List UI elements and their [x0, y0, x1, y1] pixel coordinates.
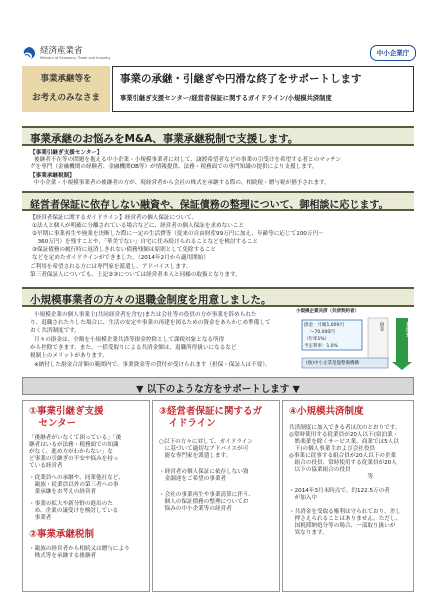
diagram-title: 小規模企業共済（共済契約者）	[296, 309, 359, 314]
section-banner-guarantee	[22, 191, 414, 211]
column-line: 個人の保証債務の整理についてお	[159, 499, 249, 505]
column-line: 異なります。	[289, 530, 328, 536]
section-text: 後継者不在等の問題を抱える中小企業・小規模事業者に対して、譲渡希望者などの事業の引受けを希望する者とのマッチン	[34, 157, 342, 163]
guideline-line: などを定めたガイドラインができました。（2014年2月から適用開始）	[32, 255, 209, 261]
diagram-side-label: 掛金	[379, 322, 384, 331]
column-line: がなく、進め方がわからない」な	[29, 449, 113, 455]
column-line: ・共済金を受取る権利は守られており、差し	[289, 509, 401, 515]
support-column-succession	[22, 400, 150, 592]
column-line: 能な専門家を派遣します。	[159, 453, 232, 459]
support-column-mutual-aid	[282, 400, 414, 592]
column-line: が加入中	[289, 495, 317, 501]
guideline-line: 第三者保証人についても、上記②③については経営者本人と同様の取扱となります。	[30, 272, 241, 278]
column-line: 悩みの中小企業等の経営者	[159, 506, 232, 512]
section-label-center: 【事業引継ぎ支援センター】	[30, 150, 103, 156]
audience-tag-line1: 事業承継等を	[40, 74, 92, 84]
mutual-aid-line: り、退職されたりした場合に、生活の安定や事業の再建を図るための資金をあらかじめ準備して	[30, 320, 271, 326]
column-line: 娯楽業を除くサービス業、商業では5人以	[289, 439, 399, 445]
section-banner-title: 経営者保証に依存しない融資や、保証債務の整理について、御相談に応じます。	[30, 200, 389, 211]
section-label-guideline: 【経営者保証に関するガイドライン】経営者の個人保証について、	[30, 215, 198, 221]
column-line: 金調達をご希望の事業者	[159, 476, 227, 482]
column-line: ・事業の拡大や新分野の進出のた	[29, 501, 113, 507]
ministry-emblem-icon	[22, 46, 36, 60]
column-line: 共済制度に加入できる者は次のとおりです。	[289, 425, 401, 431]
diagram-row: 掛金：月額1,000円	[304, 323, 344, 328]
column-line: ・親族の経営者から相続又は贈与により	[29, 546, 130, 552]
column-title: センター	[29, 418, 77, 429]
guideline-line: 360万円）を残すことや、「華美でない」自宅に住み続けられることなどを検討すること	[32, 239, 258, 245]
audience-tag-line2: お考えのみなさま	[31, 93, 100, 103]
support-banner	[22, 377, 414, 395]
column-title: ④小規模共済制度	[289, 406, 364, 417]
mutual-aid-line: から控除できます。また、一括受取りによる共済金額は、退職所得扱いになるなど	[30, 345, 237, 351]
page-title: 事業の承継・引継ぎや円滑な終了をサポートします	[120, 73, 362, 85]
column-title: イドライン	[159, 418, 216, 429]
section-label-tax: 【事業承継税制】	[30, 173, 75, 179]
column-line: ◎常時使用する従業員が20人以下(宿泊業・	[289, 432, 399, 438]
column-line: 下)の個人事業主および会社役員	[289, 446, 376, 452]
column-title: ②事業承継税制	[29, 529, 95, 540]
column-line: め、企業の譲受けを検討している	[29, 508, 119, 514]
column-line: ている経営者	[29, 463, 63, 469]
section-banner-title: 事業承継のお悩みをM&A、事業承継税制で支援します。	[30, 133, 299, 145]
column-line: ・従業員への承継や、同業他社など、	[29, 475, 124, 481]
column-line: 株式等を承継する後継者	[29, 553, 97, 559]
mutual-aid-note: ※納付した掛金合計額の範囲内で、事業資金等の貸付が受けられます（担保・保証人は不要）。	[34, 362, 271, 368]
column-line: 継者はいるが法務・税務面での知識	[29, 442, 119, 448]
section-banner-succession	[22, 126, 414, 146]
column-title: ①事業引継ぎ支援	[29, 406, 104, 417]
audience-tag	[22, 66, 110, 112]
guideline-line: ①法人と個人が明確に分離されている場合などに、経営者の個人保証を求めないこと	[32, 223, 244, 229]
ministry-name: 経済産業省	[40, 46, 83, 56]
column-line: ・2014年3月末時点で、約122.5万の者	[289, 488, 390, 494]
column-line: ど事業の引継ぎの不安や悩みを持っ	[29, 456, 119, 462]
column-title: ③経営者保証に関するガ	[159, 406, 263, 417]
diagram-row: 予定利率：1.0%	[304, 344, 338, 349]
section-text: グを専門（金融機関の経験者、金融機関OB等）が情報提供、法務・税務面での専門知識の提供により支援します。	[30, 164, 318, 170]
guideline-line: ご利用を希望される方には専門家を派遣し、アドバイスします。	[30, 264, 192, 270]
section-banner-title: 小規模事業者の方々の退職金制度を用意しました。	[30, 294, 272, 306]
mutual-aid-line: 小規模企業の個人事業主(共同経営者を含む)または会社等の役員の方が事業を辞められた	[34, 312, 257, 318]
column-line: 「後継者がいなくて困っている」「後	[29, 435, 122, 441]
ministry-logo	[22, 46, 111, 60]
support-column-guarantee	[152, 400, 280, 592]
column-line: 事業者	[29, 515, 52, 521]
column-line: 業承継をお考えの経営者	[29, 489, 97, 495]
diagram-row: ～70,000円	[310, 330, 335, 335]
page-subtitle: 事業引継ぎ支援センター/経営者保証に関するガイドライン/小規模共済制度	[120, 95, 332, 102]
support-banner-title: ▼ 以下のような方をサポートします ▼	[136, 384, 300, 395]
agency-badge: 中小企業庁	[370, 45, 416, 61]
column-line: 組合の役員、常時使用する従業員が20人	[289, 460, 397, 466]
column-line: ・会社の事業再生や事業清算に伴う、	[159, 492, 255, 498]
section-banner-retirement	[22, 287, 414, 307]
column-line: に基づいて適切なアドバイスが可	[159, 446, 249, 452]
column-line: 押さえられることはありません。ただし、	[289, 516, 402, 522]
mutual-aid-line: おく共済制度です。	[30, 328, 80, 334]
column-line: 親族・従業員以外の第三者への事	[29, 482, 119, 488]
diagram-row: （年率1%）	[304, 337, 330, 342]
column-line: ◎事業に従事する組合員が20人以下の企業	[289, 453, 397, 459]
column-line: ・経営者の個人保証に依存しない資	[159, 469, 249, 475]
mutual-aid-line: 月々の掛金は、全額を小規模企業共済等掛金控除として課税対象となる所得	[34, 337, 225, 343]
diagram-arrow-head	[392, 362, 412, 370]
column-line: 以下の協業組合の役員	[289, 467, 351, 473]
section-text: 中小企業・小規模事業者の後継者の方が、現経営者から会社の株式を承継する際の、相続税・贈与税が猶予されます。	[34, 180, 330, 186]
column-line: ○以下の方々に対して、ガイドライン	[159, 439, 253, 445]
column-line: 等	[289, 474, 373, 480]
ministry-name-en: Ministry of Economy, Trade and Industry	[40, 56, 111, 60]
guideline-line: ③保証債務の履行時に返済しきれない債務残額は原則として免除すること	[32, 247, 217, 253]
diagram-arrow-label: 共済金	[405, 322, 410, 337]
diagram-footer: (独)中小企業基盤整備機構	[306, 361, 360, 366]
guideline-line: ②早期に事業再生や廃業を決断した際に一定の生活費等（従来の自由財産99万円に加え、年齢等に応じて100万円～	[32, 231, 324, 237]
mutual-aid-line: 税制上のメリットがあります。	[30, 353, 108, 359]
column-line: 国税滞納処分等の場合、一部取り扱いが	[289, 523, 396, 529]
